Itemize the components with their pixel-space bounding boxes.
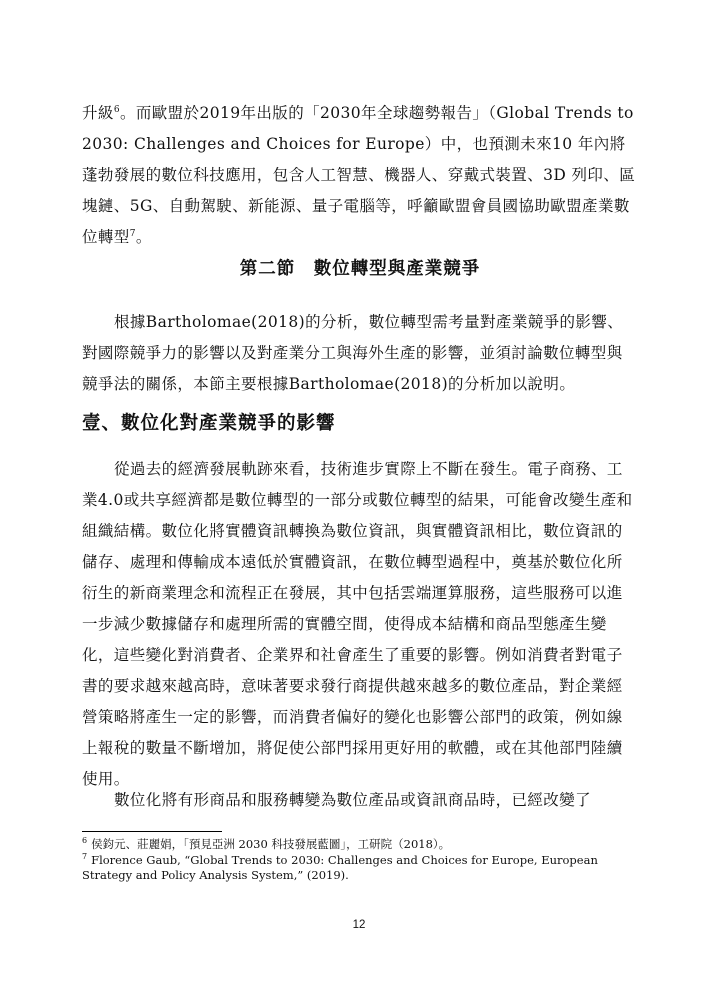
paragraph-section-intro: 根據Bartholomae(2018)的分析，數位轉型需考量對產業競爭的影響、對國際競爭力的影響以及對產業分工與海外生產的影響，並須討論數位轉型與競爭法的關係，本節主要根據Bartholomae(2018)的分析加以說明。 <box>82 313 624 393</box>
paragraph-intro-text: 升級 <box>82 104 114 122</box>
footnote-text: 侯鈞元、莊麗娟，「預見亞洲 2030 科技發展藍圖」，工研院（2018）。 <box>91 837 451 851</box>
paragraph-intro-text-2: 。而歐盟於2019年出版的「2030年全球趨勢報告」（Global Trends to 2030: Challenges and Choices for Europe）中，也預測未來10 年內將蓬勃發展的數位科技應用，包含人工智慧、機器人、穿戴式裝置、3D 列印、區塊鏈、5G、自動駕駛、新能源、量子電腦等，呼籲歐盟會員國協助歐盟產業數位轉型 <box>82 104 636 246</box>
footnote-7 <box>82 853 638 883</box>
paragraph-digitalization: 從過去的經濟發展軌跡來看，技術進步實際上不斷在發生。電子商務、工業4.0或共享經濟都是數位轉型的一部分或數位轉型的結果，可能會改變生產和組織結構。數位化將實體資訊轉換為數位資訊，與實體資訊相比，數位資訊的儲存、處理和傳輸成本遠低於實體資訊，在數位轉型過程中，奠基於數位化所衍生的新商業理念和流程正在發展，其中包括雲端運算服務，這些服務可以進一步減少數據儲存和處理所需的實體空間，使得成本結構和商品型態產生變化，這些變化對消費者、企業界和社會產生了重要的影響。例如消費者對電子書的要求越來越高時，意味著要求發行商提供越來越多的數位產品，對企業經營策略將產生一定的影響，而消費者偏好的變化也影響公部門的政策，例如線上報稅的數量不斷增加，將促使公部門採用更好用的軟體，或在其他部門陸續使用。 <box>82 460 633 788</box>
page-number: 12 <box>352 919 366 931</box>
footnote-text: Florence Gaub, “Global Trends to 2030: Challenges and Choices for Europe, European Strategy and Policy Analysis System,” (2019). <box>82 853 598 882</box>
footnotes <box>82 837 638 884</box>
paragraph-intro-text-3: 。 <box>135 228 152 246</box>
footnote-divider <box>82 831 222 832</box>
footnote-6 <box>82 837 638 852</box>
paragraph-continued: 數位化將有形商品和服務轉變為數位產品或資訊商品時，已經改變了 <box>114 791 592 809</box>
footnote-number: 6 <box>82 836 88 846</box>
paragraph-intro <box>82 98 638 253</box>
footnote-ref-7[interactable]: 7 <box>129 228 136 239</box>
footnote-number: 7 <box>82 852 88 862</box>
subsection-heading: 壹、數位化對產業競爭的影響 <box>82 413 336 434</box>
footnote-ref-6[interactable]: 6 <box>113 104 120 115</box>
section-heading: 第二節 數位轉型與產業競爭 <box>239 259 481 279</box>
